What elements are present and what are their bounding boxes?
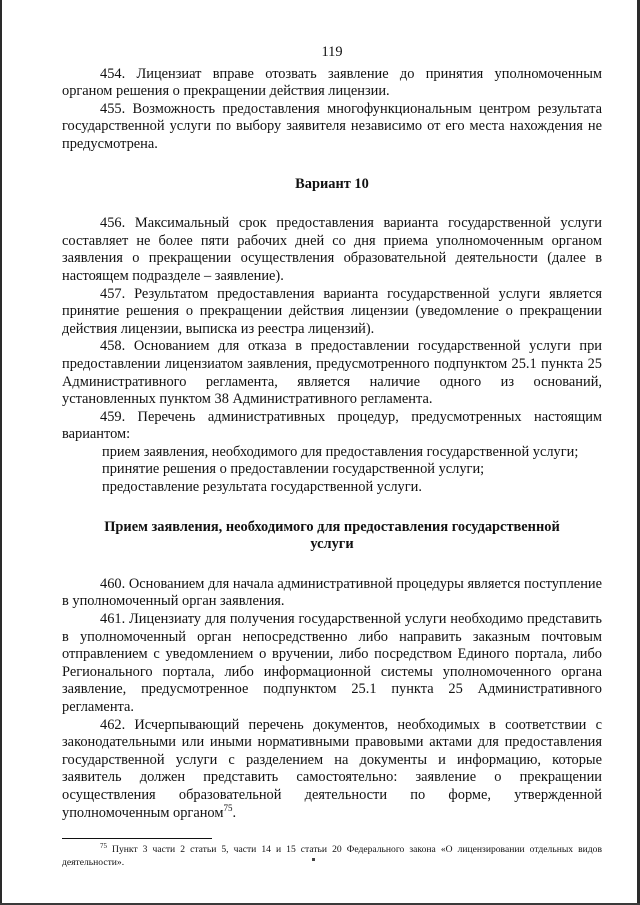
procedure-list-item: предоставление результата государственной услуги. xyxy=(102,479,422,496)
footnote-reference: 75 xyxy=(223,802,233,813)
paragraph-456: 456. Максимальный срок предоставления варианта государственной услуги составляет не более пяти рабочих дней со дня приема уполномоченным органом заявления о прекращении осуществления образовательной деятельности (далее в настоящем подразделе – заявление). xyxy=(62,215,602,284)
section-heading: Прием заявления, необходимого для предоставления государственной услуги xyxy=(104,518,560,553)
procedure-list-item: принятие решения о предоставлении государственной услуги; xyxy=(102,461,485,478)
footnote-rule xyxy=(62,838,212,839)
document-page xyxy=(62,44,602,869)
paragraph-454: 454. Лицензиат вправе отозвать заявление до принятия уполномоченным органом решения о прекращении действия лицензии. xyxy=(62,65,602,100)
paragraph-455: 455. Возможность предоставления многофункциональным центром результата государственной услуги по выбору заявителя независимо от его места нахождения не предусмотрена. xyxy=(62,100,602,152)
paragraph-457: 457. Результатом предоставления варианта государственной услуги является принятие решения о прекращении действия лицензии (уведомление о прекращении действия лицензии, выписка из реестра лицензий). xyxy=(62,285,602,337)
paragraph-461: 461. Лицензиату для получения государственной услуги необходимо представить в уполномоченный орган непосредственно либо направить заказным почтовым отправлением с уведомлением о вручении, либо посредством Единого портала, либо Регионального портала, либо информационной системы уполномоченного органа заявление, предусмотренное подпунктом 25.1 пункта 25 Административного регламента. xyxy=(62,611,602,715)
footnote-text: Пункт 3 части 2 статьи 5, части 14 и 15 статьи 20 Федерального закона «О лицензировании отдельных видов деятельности». xyxy=(62,844,602,869)
procedure-list-item: прием заявления, необходимого для предоставления государственной услуги; xyxy=(102,443,579,460)
footnote-marker: 75 xyxy=(100,841,107,850)
scan-edge-left xyxy=(0,0,2,905)
variant-heading: Вариант 10 xyxy=(295,175,369,192)
paragraph-460: 460. Основанием для начала административной процедуры является поступление в уполномоченный орган заявления. xyxy=(62,575,602,610)
paragraph-462-text: 462. Исчерпывающий перечень документов, необходимых в соответствии с законодательными или иными нормативными правовыми актами для предоставления государственной услуги с разделением на документы и информацию, которые заявитель должен представить самостоятельно: заявление о прекращении осуществления образовательной деятельности по форме, утвержденной уполномоченным органом xyxy=(62,716,602,821)
footnote xyxy=(62,843,602,869)
page-number: 119 xyxy=(321,44,343,60)
scan-dot xyxy=(312,858,315,861)
paragraph-458: 458. Основанием для отказа в предоставлении государственной услуги при предоставлении лицензиатом заявления, предусмотренного подпунктом 25.1 пункта 25 Административного регламента, является наличие одного из оснований, установленных пунктом 38 Административного регламента. xyxy=(62,338,602,408)
paragraph-462: 462. Исчерпывающий перечень документов, необходимых в соответствии с законодательными или иными нормативными правовыми актами для предоставления государственной услуги с разделением на документы и информацию, которые заявитель должен представить самостоятельно: заявление о прекращении осуществления образовательной деятельности по форме, утвержденной уполномоченным органом$^{75}$. xyxy=(62,716,602,821)
paragraph-459: 459. Перечень административных процедур, предусмотренных настоящим вариантом: xyxy=(62,408,602,443)
